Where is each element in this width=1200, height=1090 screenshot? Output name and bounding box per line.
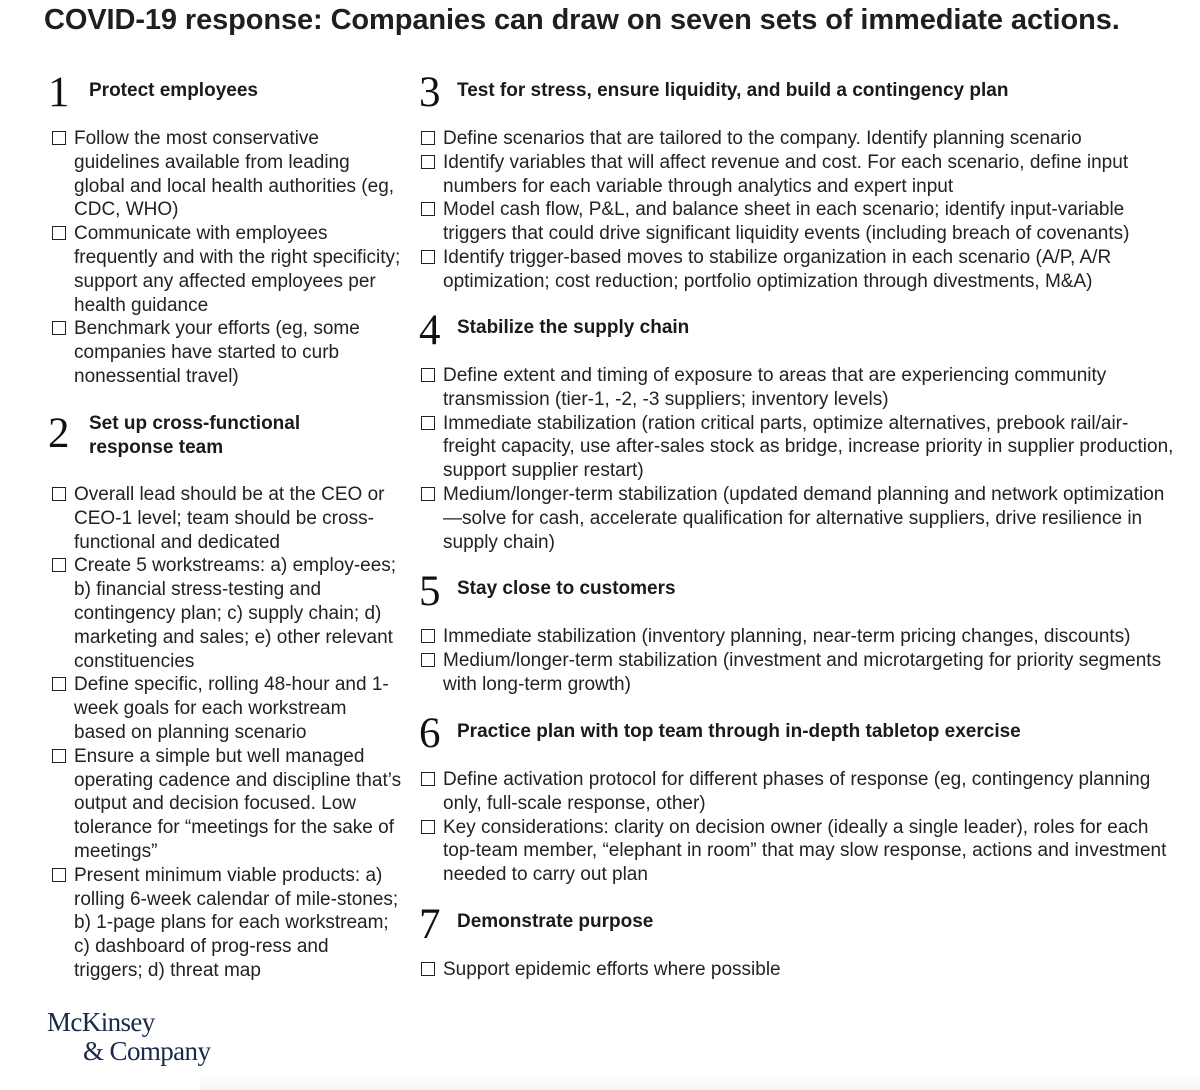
checklist [419, 364, 1179, 554]
checkbox[interactable] [421, 772, 435, 786]
section-title: Practice plan with top team through in-depth tabletop exercise [457, 721, 1021, 742]
checkbox[interactable] [52, 226, 66, 240]
bottom-shadow [200, 1072, 1200, 1090]
section-title: Protect employees [89, 80, 258, 101]
section-number: 5 [419, 568, 441, 615]
checkbox[interactable] [421, 487, 435, 501]
checkbox[interactable] [52, 558, 66, 572]
item-text: Benchmark your efforts (eg, some companies have started to curb nonessential travel) [74, 318, 360, 387]
checkbox[interactable] [421, 131, 435, 145]
item-text: Identify variables that will affect revenue and cost. For each scenario, define input numbers for each variable through analytics and expert input [443, 151, 1129, 197]
checklist-item [419, 483, 1179, 554]
checklist [419, 127, 1179, 294]
item-text: Ensure a simple but well managed operating cadence and discipline that’s output and decision focused. Low tolerance for “meetings for the sake of meetings” [74, 745, 402, 862]
item-text: Medium/longer-term stabilization (investment and microtargeting for priority segments with long-term growth) [443, 649, 1162, 695]
checklist [50, 483, 402, 983]
checklist [50, 127, 402, 389]
checklist [419, 625, 1179, 696]
checklist-item [50, 554, 402, 673]
checkbox[interactable] [421, 653, 435, 667]
item-text: Follow the most conservative guidelines available from leading global and local health authorities (eg, CDC, WHO) [74, 128, 395, 221]
section-number: 6 [419, 710, 441, 757]
checklist-item [419, 198, 1179, 246]
checklist-item [419, 958, 1179, 982]
item-text: Identify trigger-based moves to stabilize organization in each scenario (A/P, A/R optimization; cost reduction; portfolio optimization through divestments, M&A) [443, 246, 1112, 292]
checklist-item [50, 864, 402, 983]
checklist-item [419, 246, 1179, 294]
checkbox[interactable] [52, 487, 66, 501]
checklist [419, 958, 1179, 982]
checklist-item [50, 317, 402, 388]
checkbox[interactable] [52, 131, 66, 145]
item-text: Overall lead should be at the CEO or CEO-1 level; team should be cross-functional and dedicated [74, 484, 385, 553]
checkbox[interactable] [52, 321, 66, 335]
mckinsey-logo [47, 1008, 210, 1066]
checklist-item [419, 768, 1179, 816]
item-text: Define extent and timing of exposure to areas that are experiencing community transmission (tier-1, -2, -3 suppliers; inventory levels) [443, 365, 1107, 410]
section-number: 2 [48, 410, 70, 457]
checklist-item [419, 649, 1179, 697]
item-text: Create 5 workstreams: a) employ-ees; b) financial stress-testing and contingency plan; c) supply chain; d) marketing and sales; e) other relevant constituencies [74, 555, 397, 672]
checkbox[interactable] [421, 202, 435, 216]
item-text: Support epidemic efforts where possible [443, 959, 781, 980]
section-number: 3 [419, 69, 441, 116]
section-title: Stay close to customers [457, 578, 676, 599]
section-title: Stabilize the supply chain [457, 317, 690, 338]
checklist [419, 768, 1179, 887]
item-text: Immediate stabilization (ration critical parts, optimize alternatives, prebook rail/air-freight capacity, use after-sales stock as bridge, increase priority in supplier production, support supplier restart) [443, 412, 1174, 482]
logo-line-2: & Company [83, 1036, 211, 1066]
checkbox[interactable] [421, 416, 435, 430]
page-title: COVID-19 response: Companies can draw on seven sets of immediate actions. [44, 4, 1120, 36]
item-text: Present minimum viable products: a) rolling 6-week calendar of mile-stones; b) 1-page plans for each workstream; c) dashboard of prog-ress and triggers; d) threat map [74, 864, 399, 981]
section-number: 1 [48, 69, 70, 116]
checklist-item [50, 127, 402, 222]
checkbox[interactable] [52, 749, 66, 763]
checkbox[interactable] [421, 962, 435, 976]
checklist-item [50, 222, 402, 317]
section-title: Test for stress, ensure liquidity, and build a contingency plan [457, 80, 1009, 101]
checkbox[interactable] [421, 629, 435, 643]
item-text: Define scenarios that are tailored to the company. Identify planning scenario [443, 128, 1082, 149]
checklist-item [419, 364, 1179, 412]
item-text: Medium/longer-term stabilization (updated demand planning and network optimization—solve for cash, accelerate qualification for alternative suppliers, drive resilience in supply chain) [443, 483, 1165, 553]
checkbox[interactable] [421, 250, 435, 264]
item-text: Communicate with employees frequently and with the right specificity; support any affected employees per health guidance [74, 223, 401, 316]
checklist-item [419, 151, 1179, 199]
checklist-item [50, 745, 402, 864]
checklist-item [50, 673, 402, 744]
section-title: Set up cross-functional response team [89, 413, 301, 458]
item-text: Model cash flow, P&L, and balance sheet in each scenario; identify input-variable triggers that could drive significant liquidity events (including breach of covenants) [443, 199, 1130, 245]
item-text: Immediate stabilization (inventory planning, near-term pricing changes, discounts) [443, 626, 1131, 647]
checkbox[interactable] [421, 155, 435, 169]
checklist-item [419, 816, 1179, 887]
checklist-item [419, 412, 1179, 483]
checkbox[interactable] [52, 868, 66, 882]
checkbox[interactable] [421, 820, 435, 834]
checklist-item [419, 625, 1179, 649]
item-text: Define activation protocol for different phases of response (eg, contingency planning only, full-scale response, other) [443, 769, 1151, 814]
section-title: Demonstrate purpose [457, 911, 654, 932]
checkbox[interactable] [421, 368, 435, 382]
item-text: Key considerations: clarity on decision owner (ideally a single leader), roles for each top-team member, “elephant in room” that may slow response, actions and investment needed to carry out plan [443, 816, 1167, 886]
checklist-item [50, 483, 402, 554]
logo-line-1: McKinsey [47, 1007, 155, 1037]
item-text: Define specific, rolling 48-hour and 1-week goals for each workstream based on planning scenario [74, 674, 389, 743]
checkbox[interactable] [52, 677, 66, 691]
checklist-item [419, 127, 1179, 151]
section-number: 7 [419, 901, 441, 948]
section-number: 4 [419, 307, 441, 354]
